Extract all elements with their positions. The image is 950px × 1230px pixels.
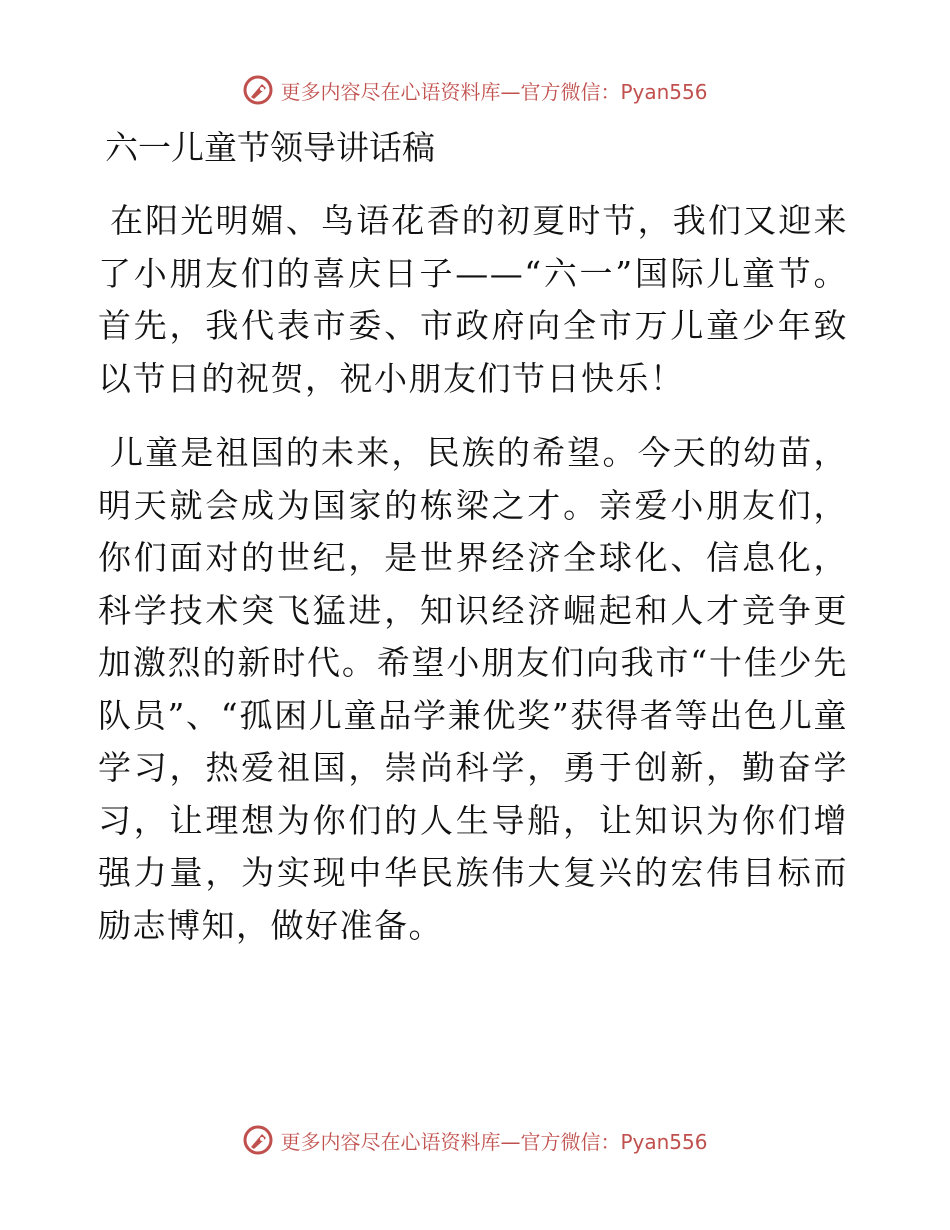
header-banner bbox=[0, 70, 950, 110]
document-body bbox=[98, 195, 848, 974]
pen-nib-logo-icon bbox=[242, 74, 274, 106]
paragraph-1: 在阳光明媚、鸟语花香的初夏时节，我们又迎来了小朋友们的喜庆日子——“六一”国际儿童节。首先，我代表市委、市政府向全市万儿童少年致以节日的祝贺，祝小朋友们节日快乐！ bbox=[98, 201, 848, 398]
paragraph-2: 儿童是祖国的未来，民族的希望。今天的幼苗，明天就会成为国家的栋梁之才。亲爱小朋友们，你们面对的世纪，是世界经济全球化、信息化，科学技术突飞猛进，知识经济崛起和人才竞争更加激烈的新时代。希望小朋友们向我市“十佳少先队员”、“孤困儿童品学兼优奖”获得者等出色儿童学习，热爱祖国，崇尚科学，勇于创新，勤奋学习，让理想为你们的人生导船，让知识为你们增强力量，为实现中华民族伟大复兴的宏伟目标而励志博知，做好准备。 bbox=[98, 433, 848, 945]
header-banner-text: 更多内容尽在心语资料库—官方微信：Pyan556 bbox=[280, 79, 708, 104]
footer-banner-text: 更多内容尽在心语资料库—官方微信：Pyan556 bbox=[280, 1129, 708, 1154]
pen-nib-logo-icon bbox=[242, 1124, 274, 1156]
document-title: 六一儿童节领导讲话稿 bbox=[105, 128, 435, 167]
footer-banner bbox=[0, 1120, 950, 1160]
